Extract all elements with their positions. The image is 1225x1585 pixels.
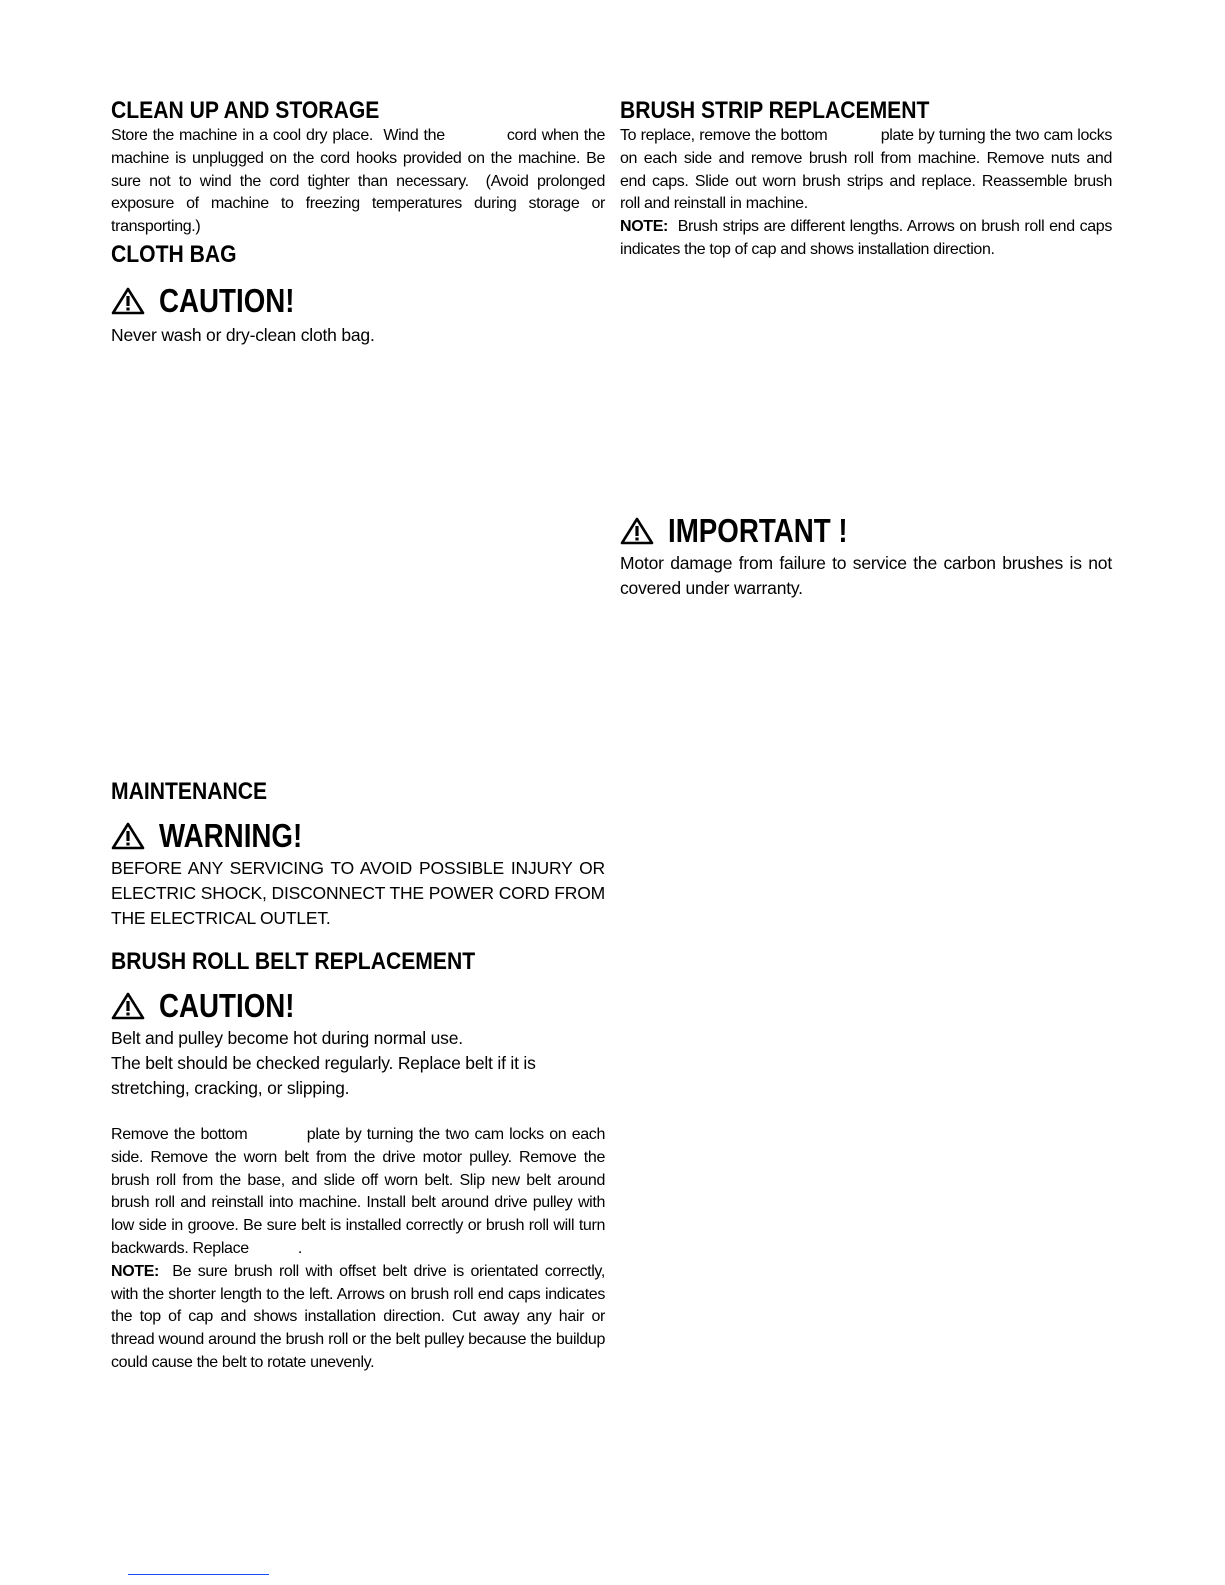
warning-label: WARNING! [159,817,303,854]
maintenance-text: BEFORE ANY SERVICING TO AVOID POSSIBLE INJURY OR ELECTRIC SHOCK, DISCONNECT THE POWER CORD FROM THE ELECTRICAL OUTLET. [111,858,605,928]
belt-note [111,1261,610,1375]
footer-link-underline [128,1574,269,1575]
belt-heading: BRUSH ROLL BELT REPLACEMENT [111,948,476,975]
belt-instructions [111,1124,610,1261]
cloth-bag-text: Never wash or dry-clean cloth bag. [111,325,375,345]
belt-caution [111,986,605,1026]
cloth-bag-section [111,241,605,348]
belt-instructions-text: Remove the bottom plate by turning the two cam locks on each side. Remove the worn belt from the drive motor pulley. Remove the brush roll from the base, and slide off worn belt. Slip new belt around brush roll and reinstall into machine. Install belt around drive pulley with low side in groove. Be sure belt is installed correctly or brush roll will turn backwards. Replace [111,1126,610,1257]
note-label: NOTE: [111,1262,160,1280]
cloth-bag-heading: CLOTH BAG [111,241,237,268]
maintenance-section [111,778,605,931]
note-label: NOTE: [620,218,669,236]
belt-section [111,948,610,1375]
belt-note-text: Be sure brush roll with offset belt drive is orientated correctly, with the shorter length to the left. Arrows on brush roll end caps indicates the top of cap and shows installation direction. Cut away any hair or thread wound around the brush roll or the belt pulley because the buildup could cause the belt to rotate unevenly. [111,1262,610,1371]
brush-strip-text: To replace, remove the bottom plate by turning the two cam locks on each side and remove brush roll from machine. Remove nuts and end caps. Slide out worn brush strips and replace. Reassemble brush roll and reinstall in machine. [620,127,1117,213]
important-section [620,511,1112,601]
brush-strip-note-text: Brush strips are different lengths. Arrows on brush roll end caps indicates the top of cap and shows installation direction. [620,218,1117,258]
clean-up-heading: CLEAN UP AND STORAGE [111,97,380,124]
caution-label: CAUTION! [159,282,295,319]
warning-triangle-icon [111,287,145,315]
brush-strip-section [620,97,1117,262]
brush-strip-note [620,216,1117,262]
warning-triangle-icon [111,992,145,1020]
warning-triangle-icon [620,517,654,545]
maintenance-warning [111,816,605,856]
belt-caution-line2: The belt should be checked regularly. Replace belt if it is stretching, cracking, or slipping. [111,1053,536,1098]
important-notice [620,511,1112,551]
clean-up-section [111,97,610,239]
maintenance-heading: MAINTENANCE [111,778,268,805]
important-label: IMPORTANT ! [668,512,848,549]
clean-up-text: Store the machine in a cool dry place. Wind the cord when the machine is unplugged on the cord hooks provided on the machine. Be sure not to wind the cord tighter than necessary. (Avoid prolonged exposure of machine to freezing temperatures during storage or transporting.) [111,127,610,236]
cloth-bag-caution [111,281,605,321]
warning-triangle-icon [111,822,145,850]
brush-strip-heading: BRUSH STRIP REPLACEMENT [620,97,930,124]
caution-label: CAUTION! [159,987,295,1024]
important-text: Motor damage from failure to service the carbon brushes is not covered under warranty. [620,553,1112,598]
belt-caution-line1: Belt and pulley become hot during normal use. [111,1028,463,1048]
belt-instructions-tail: . [248,1239,303,1257]
